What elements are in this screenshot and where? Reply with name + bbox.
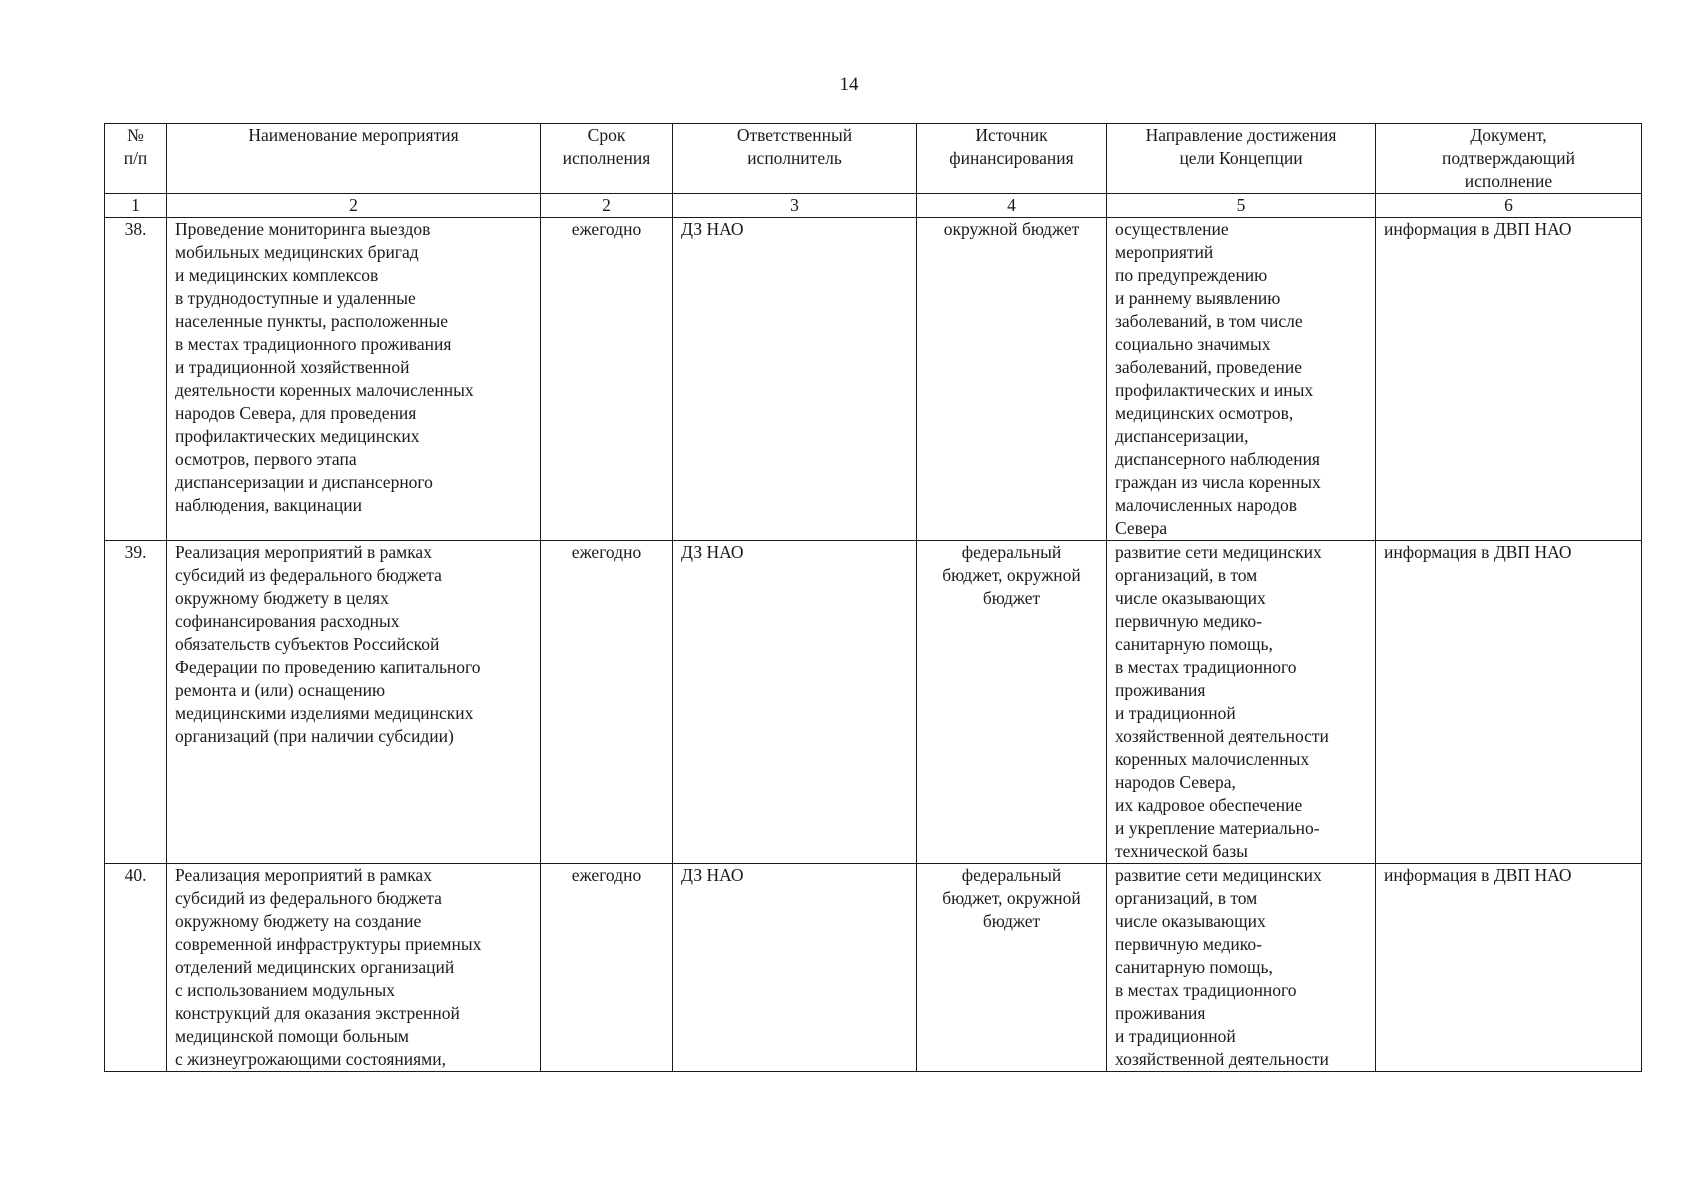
deadline: ежегодно — [541, 218, 673, 541]
confirming-document: информация в ДВП НАО — [1376, 541, 1642, 864]
column-number: 1 — [105, 194, 167, 218]
deadline: ежегодно — [541, 864, 673, 1072]
column-number: 2 — [541, 194, 673, 218]
activities-table — [104, 123, 1642, 1072]
confirming-document: информация в ДВП НАО — [1376, 864, 1642, 1072]
header-deadline: Срок исполнения — [541, 124, 673, 194]
table-row — [105, 218, 1642, 541]
header-number: № п/п — [105, 124, 167, 194]
header-direction: Направление достижения цели Концепции — [1107, 124, 1376, 194]
funding-source: федеральный бюджет, окружной бюджет — [917, 541, 1107, 864]
activity-name: Реализация мероприятий в рамках субсидий из федерального бюджета окружному бюджету в целях софинансирования расходных обязательств субъектов Российской Федерации по проведению капитального ремонта и (или) оснащению медицинскими изделиями медицинских организаций (при наличии субсидии) — [167, 541, 541, 864]
row-number: 39. — [105, 541, 167, 864]
funding-source: окружной бюджет — [917, 218, 1107, 541]
confirming-document: информация в ДВП НАО — [1376, 218, 1642, 541]
direction: развитие сети медицинских организаций, в том числе оказывающих первичную медико- санитарную помощь, в местах традиционного проживания и традиционной хозяйственной деятельности коренных малочисленных народов Севера, их кадровое обеспечение и укрепление материально- технической базы — [1107, 541, 1376, 864]
executor: ДЗ НАО — [673, 218, 917, 541]
table-header-row — [105, 124, 1642, 194]
executor: ДЗ НАО — [673, 864, 917, 1072]
column-number: 3 — [673, 194, 917, 218]
row-number: 38. — [105, 218, 167, 541]
executor: ДЗ НАО — [673, 541, 917, 864]
activity-name: Реализация мероприятий в рамках субсидий из федерального бюджета окружному бюджету на создание современной инфраструктуры приемных отделений медицинских организаций с использованием модульных конструкций для оказания экстренной медицинской помощи больным с жизнеугрожающими состояниями, — [167, 864, 541, 1072]
row-number: 40. — [105, 864, 167, 1072]
column-number-row — [105, 194, 1642, 218]
deadline: ежегодно — [541, 541, 673, 864]
column-number: 5 — [1107, 194, 1376, 218]
header-activity-name: Наименование мероприятия — [167, 124, 541, 194]
column-number: 4 — [917, 194, 1107, 218]
table-row — [105, 864, 1642, 1072]
header-document: Документ, подтверждающий исполнение — [1376, 124, 1642, 194]
activity-name: Проведение мониторинга выездов мобильных медицинских бригад и медицинских комплексов в труднодоступные и удаленные населенные пункты, расположенные в местах традиционного проживания и традиционной хозяйственной деятельности коренных малочисленных народов Севера, для проведения профилактических медицинских осмотров, первого этапа диспансеризации и диспансерного наблюдения, вакцинации — [167, 218, 541, 541]
header-executor: Ответственный исполнитель — [673, 124, 917, 194]
column-number: 2 — [167, 194, 541, 218]
funding-source: федеральный бюджет, окружной бюджет — [917, 864, 1107, 1072]
header-funding-source: Источник финансирования — [917, 124, 1107, 194]
table-row — [105, 541, 1642, 864]
direction: развитие сети медицинских организаций, в том числе оказывающих первичную медико- санитарную помощь, в местах традиционного проживания и традиционной хозяйственной деятельности — [1107, 864, 1376, 1072]
direction: осуществление мероприятий по предупреждению и раннему выявлению заболеваний, в том числе социально значимых заболеваний, проведение профилактических и иных медицинских осмотров, диспансеризации, диспансерного наблюдения граждан из числа коренных малочисленных народов Севера — [1107, 218, 1376, 541]
page-number: 14 — [839, 74, 859, 95]
column-number: 6 — [1376, 194, 1642, 218]
